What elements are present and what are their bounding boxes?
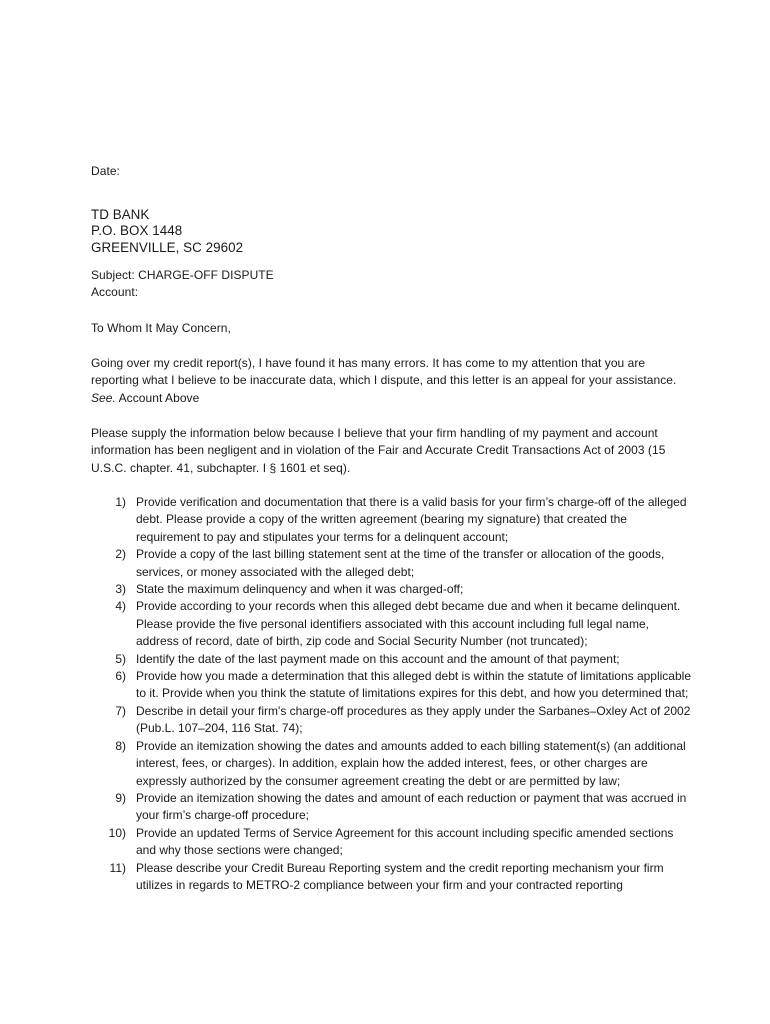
address-line-2: P.O. BOX 1448 — [91, 223, 183, 239]
request-number: 3) — [115, 582, 126, 597]
request-number: 1) — [115, 495, 126, 509]
intro-paragraph-tail: Account Above — [115, 390, 200, 405]
request-item — [91, 825, 691, 860]
date-label: Date: — [91, 164, 120, 178]
request-number: 2) — [115, 547, 126, 562]
intro-paragraph-text: Going over my credit report(s), I have found it has many errors. It has come to my attention that you are reporting what I believe to be inaccurate data, which I dispute, and this letter is an appeal for your assistance. — [91, 356, 677, 388]
request-item — [91, 581, 691, 598]
request-item — [91, 546, 691, 581]
recipient-address — [91, 207, 691, 256]
subject-block — [91, 267, 691, 302]
request-number: 11) — [109, 860, 126, 875]
intro-paragraph-see: See. — [91, 390, 116, 405]
request-item — [91, 703, 691, 738]
salutation: To Whom It May Concern, — [91, 321, 231, 335]
request-item — [91, 598, 691, 650]
request-text: Provide according to your records when this alleged debt became due and when it became delinquent. Please provide the five personal identifiers associated with this account including full legal name, address of record, date of birth, zip code and Social Security Number (not truncated); — [136, 599, 681, 649]
intro-paragraph — [91, 355, 691, 407]
request-item — [91, 738, 691, 790]
request-text: Provide an updated Terms of Service Agreement for this account including specific amended sections and why those sections were changed; — [136, 825, 674, 858]
request-text: Provide verification and documentation that there is a valid basis for your firm’s charge-off of the alleged debt. Please provide a copy of the written agreement (bearing my signature) that created the requirement to pay and stipulates your terms for a delinquent account; — [136, 495, 687, 544]
request-item — [91, 494, 691, 546]
request-number: 7) — [115, 703, 126, 718]
request-item — [91, 790, 691, 825]
request-paragraph: Please supply the information below because I believe that your firm handling of my payment and account information has been negligent and in violation of the Fair and Accurate Credit Transactions Act of 2003 (15 U.S.C. chapter. 41, subchapter. I § 1601 et seq). — [91, 426, 666, 475]
request-text: Please describe your Credit Bureau Reporting system and the credit reporting mechanism your firm utilizes in regards to METRO-2 compliance between your firm and your contracted reporting — [136, 860, 664, 892]
request-number: 6) — [115, 669, 126, 684]
request-text: Provide a copy of the last billing statement sent at the time of the transfer or allocation of the goods, services, or money associated with the alleged debt; — [136, 547, 665, 579]
request-item — [91, 860, 691, 895]
address-line-1: TD BANK — [91, 207, 150, 222]
request-text: Provide an itemization showing the dates and amount of each reduction or payment that was accrued in your firm’s charge-off procedure; — [136, 790, 687, 823]
request-text: Provide an itemization showing the dates and amounts added to each billing statement(s) (an additional interest, fees, or charges). In addition, explain how the added interest, fees, or other charges are expressly authorized by the consumer agreement creating the debt or are permitted by law; — [136, 738, 686, 788]
request-text: Describe in detail your firm's charge-off procedures as they apply under the Sarbanes–Oxley Act of 2002 (Pub.L. 107–204, 116 Stat. 74); — [136, 703, 691, 736]
subject-line: Subject: CHARGE-OFF DISPUTE — [91, 268, 274, 282]
request-item — [91, 668, 691, 703]
account-line: Account: — [91, 285, 139, 300]
request-text: Provide how you made a determination that this alleged debt is within the statute of limitations applicable to it. Provide when you think the statute of limitations expires for this debt, and how you determined that; — [136, 669, 691, 701]
request-number: 4) — [115, 599, 126, 614]
request-list — [91, 494, 691, 894]
request-number: 10) — [108, 825, 126, 840]
request-text: State the maximum delinquency and when it was charged-off; — [136, 582, 464, 597]
request-number: 9) — [115, 790, 126, 805]
request-number: 8) — [115, 738, 126, 753]
address-line-3: GREENVILLE, SC 29602 — [91, 239, 244, 255]
request-item — [91, 651, 691, 668]
request-number: 5) — [115, 651, 126, 666]
request-text: Identify the date of the last payment made on this account and the amount of that payment; — [136, 651, 620, 666]
